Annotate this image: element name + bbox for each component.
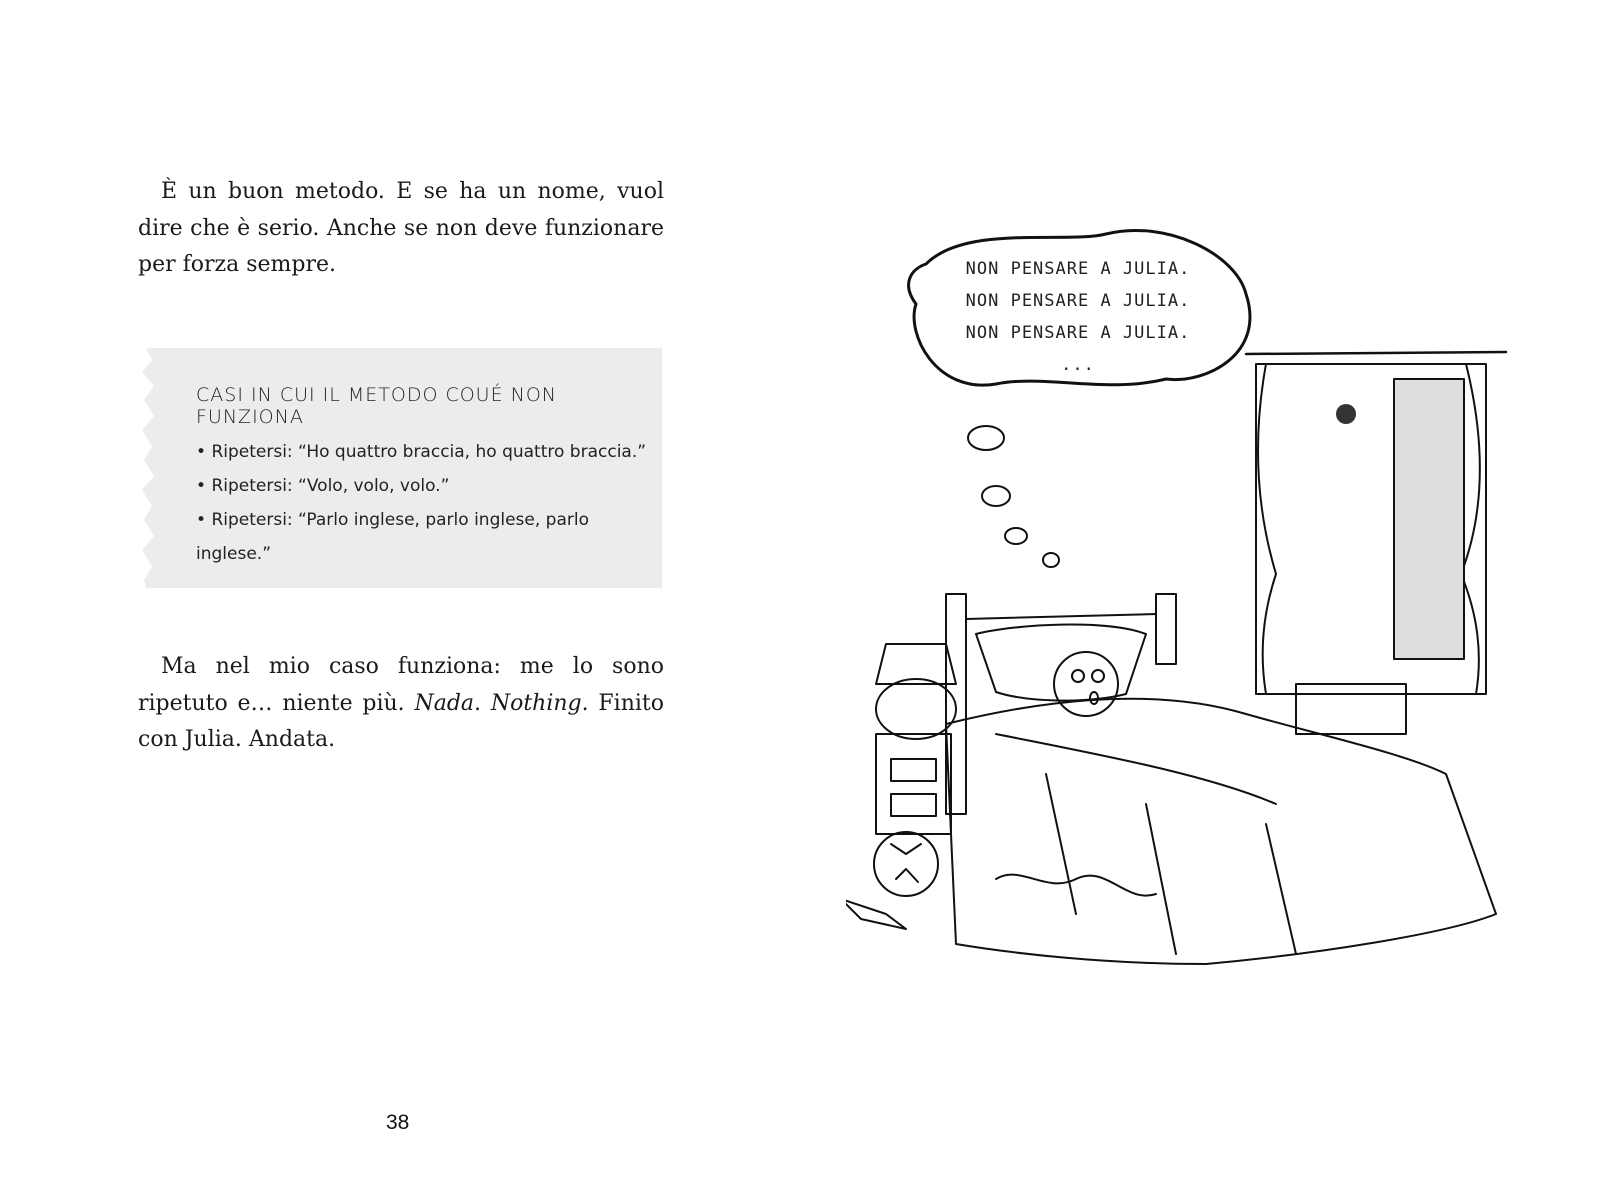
torn-edge-icon: [132, 348, 162, 588]
note-title: CASI IN CUI IL METODO COUÉ NON FUNZIONA: [196, 384, 558, 428]
paragraph-intro: È un buon metodo. E se ha un nome, vuol dire che è serio. Anche se non deve funzionare per forza sempre.: [138, 179, 664, 277]
thought-line: NON PENSARE A JULIA.: [965, 291, 1191, 311]
thought-line: NON PENSARE A JULIA.: [965, 323, 1191, 343]
paragraph-conclusion: Ma nel mio caso funziona: me lo sono ripetuto e… niente più. Nada. Nothing. Finito con Julia. Andata.: [138, 654, 664, 752]
thought-dot: [968, 426, 1004, 450]
thought-line: NON PENSARE A JULIA.: [965, 259, 1191, 279]
radiator-icon: [1296, 684, 1406, 734]
ball-icon: [874, 832, 938, 896]
bed-icon: [946, 699, 1496, 964]
bedroom-illustration: [846, 214, 1546, 1014]
nightstand-icon: [876, 734, 951, 834]
boy-head-icon: [1054, 652, 1118, 716]
note-list: [196, 435, 662, 564]
thought-dot: [1043, 553, 1059, 567]
page-number: 38: [386, 1111, 410, 1134]
note-item: • Ripetersi: “Ho quattro braccia, ho quattro braccia.”: [196, 435, 662, 469]
thought-ellipsis: ...: [1061, 355, 1095, 375]
thought-dot: [982, 486, 1010, 506]
note-item: • Ripetersi: “Volo, volo, volo.”: [196, 469, 662, 503]
italic-nothing: Nothing: [490, 690, 582, 716]
torn-note: [138, 348, 662, 588]
thought-dot: [1005, 528, 1027, 544]
book-icon: [846, 899, 906, 929]
thought-bubble-text: [966, 259, 1191, 375]
italic-nada: Nada: [414, 690, 475, 716]
note-item: • Ripetersi: “Parlo inglese, parlo inglese, parlo inglese.”: [196, 503, 662, 537]
